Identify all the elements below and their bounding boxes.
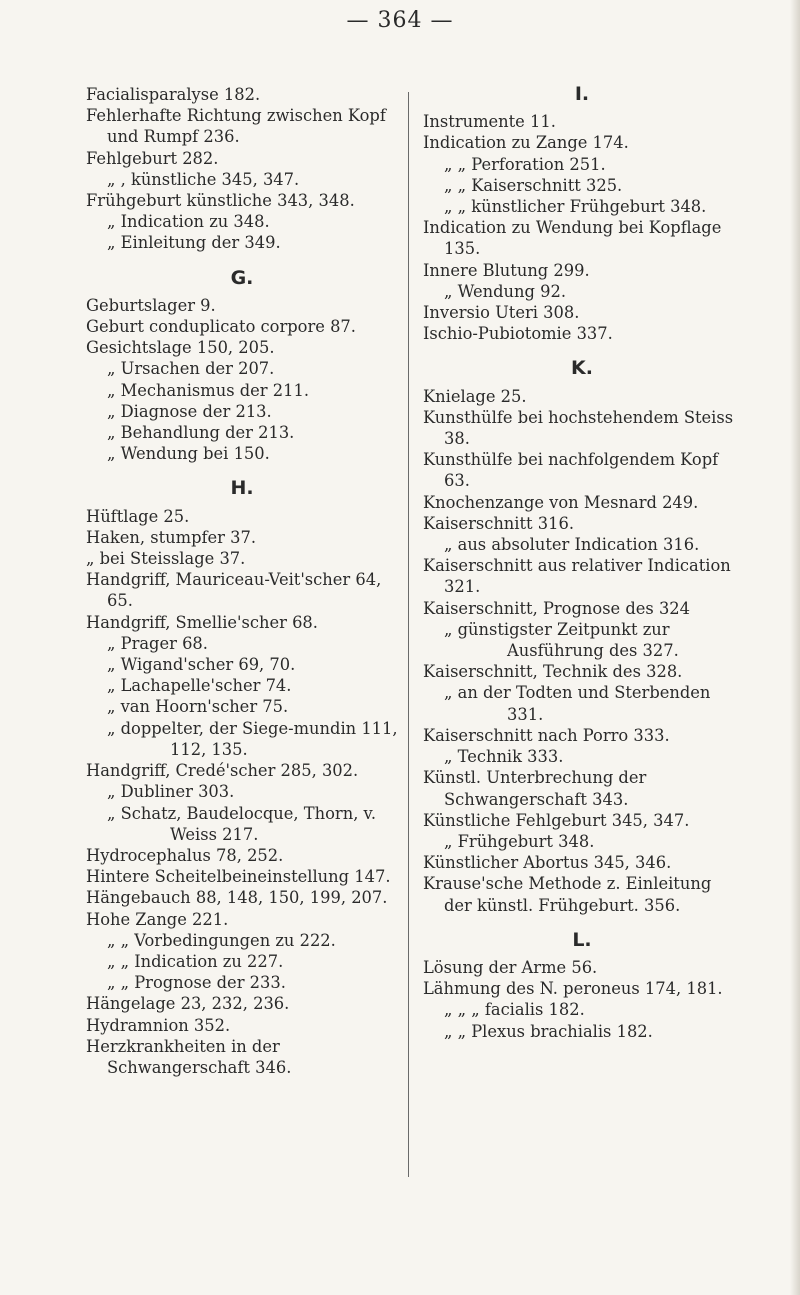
index-entry: Indication zu Zange 174. [423,133,629,153]
index-subentry: „ aus absoluter Indication 316. [444,535,700,555]
index-entry: Handgriff, Mauriceau-Veit'scher 64, 65. [86,570,382,611]
index-subentry: „ Einleitung der 349. [107,233,281,253]
index-entry: Künstl. Unterbrechung der Schwangerschaft 343. [423,768,647,809]
index-subentry: „ Lachapelle'scher 74. [107,676,292,696]
index-subentry: „ Ursachen der 207. [107,359,275,379]
index-subentry: „ van Hoorn'scher 75. [107,697,289,717]
index-subentry: „ Dubliner 303. [107,782,235,802]
index-entry: Knielage 25. [423,386,527,406]
index-entry: Künstlicher Abortus 345, 346. [423,853,672,873]
section-letter: H. [230,477,254,500]
index-subentry: „ Wendung 92. [444,281,567,301]
index-subentry: „ „ Plexus brachialis 182. [444,1021,653,1041]
index-entry: Hydramnion 352. [86,1015,231,1035]
index-entry: Künstliche Fehlgeburt 345, 347. [423,810,690,830]
index-subentry: „ „ Kaiserschnitt 325. [444,175,623,195]
index-entry: Knochenzange von Mesnard 249. [423,492,699,512]
section-letter: L. [572,928,592,951]
index-entry: Hängelage 23, 232, 236. [86,994,290,1014]
index-subentry: „ „ Indication zu 227. [107,951,284,971]
index-entry: Ischio-Pubiotomie 337. [423,324,613,344]
index-entry: Kaiserschnitt aus relativer Indication 321. [423,556,731,597]
column-divider [408,92,409,1177]
index-entry: Fehlgeburt 282. [86,148,219,168]
index-subentry: „ Technik 333. [444,747,564,767]
index-entry: Kaiserschnitt, Technik des 328. [423,662,683,682]
index-subentry: „ Schatz, Baudelocque, Thorn, v. Weiss 217. [107,803,376,844]
index-entry: Geburt conduplicato corpore 87. [86,317,356,337]
index-entry: Lösung der Arme 56. [423,957,598,977]
index-column-left [86,84,398,1078]
index-entry: Gesichtslage 150, 205. [86,338,275,358]
index-subentry: „ „ „ facialis 182. [444,1000,585,1020]
index-subentry: „ Behandlung der 213. [107,423,295,443]
index-entry: Innere Blutung 299. [423,260,590,280]
index-subentry: „ , künstliche 345, 347. [107,169,300,189]
index-entry: Herzkrankheiten in der Schwangerschaft 346. [86,1036,292,1077]
index-entry: Facialisparalyse 182. [86,85,261,104]
index-entry: Hydrocephalus 78, 252. [86,845,284,865]
index-entry: Instrumente 11. [423,112,556,132]
index-entry: Geburtslager 9. [86,295,216,315]
index-entry: Hintere Scheitelbeineinstellung 147. [86,867,391,887]
index-subentry: „ Indication zu 348. [107,212,270,232]
index-column-right [423,84,741,1042]
index-entry: Kunsthülfe bei hochstehendem Steiss 38. [423,407,734,449]
index-subentry: „ „ Vorbedingungen zu 222. [107,930,336,950]
index-entry: Kaiserschnitt 316. [423,513,575,533]
index-entry: Hängebauch 88, 148, 150, 199, 207. [86,888,388,908]
index-subentry: „ „ künstlicher Frühgeburt 348. [444,197,707,217]
index-entry: Krause'sche Methode z. Einleitung der künstl. Frühgeburt. 356. [423,874,712,915]
index-entry: Lähmung des N. peroneus 174, 181. [423,979,723,999]
index-subentry: „ „ Prognose der 233. [107,973,286,993]
index-entry: Handgriff, Credé'scher 285, 302. [86,761,359,781]
index-subentry: „ an der Todten und Sterbenden 331. [444,683,711,724]
index-subentry: „ „ Perforation 251. [444,154,606,174]
index-entry: Kaiserschnitt nach Porro 333. [423,725,670,745]
index-entry: Kaiserschnitt, Prognose des 324 [423,598,691,618]
index-entry: Indication zu Wendung bei Kopflage 135. [423,218,722,259]
index-subentry: „ günstigster Zeitpunkt zur Ausführung des 327. [444,619,679,661]
index-subentry: „ Wendung bei 150. [107,444,270,464]
index-entry: Kunsthülfe bei nachfolgendem Kopf 63. [423,450,719,491]
section-letter: I. [574,83,590,105]
index-entry: Inversio Uteri 308. [423,303,580,323]
index-entry: Fehlerhafte Richtung zwischen Kopf und Rumpf 236. [86,106,386,147]
page-edge-shadow [790,0,800,1295]
index-subentry: „ Prager 68. [107,633,208,653]
index-subentry: „ Frühgeburt 348. [444,831,595,851]
index-entry: Hüftlage 25. [86,506,190,526]
index-entry: Frühgeburt künstliche 343, 348. [86,191,355,211]
index-subentry: „ doppelter, der Siege-mundin 111, 112, 135. [107,718,398,759]
page-number: — 364 — [346,8,454,33]
index-entry: Hohe Zange 221. [86,909,229,929]
index-entry: „ bei Steisslage 37. [86,549,246,569]
index-subentry: „ Diagnose der 213. [107,401,272,421]
section-letter: K. [571,357,593,380]
index-entry: Handgriff, Smellie'scher 68. [86,612,318,632]
index-subentry: „ Wigand'scher 69, 70. [107,655,296,675]
index-subentry: „ Mechanismus der 211. [107,380,309,400]
index-entry: Haken, stumpfer 37. [86,527,256,547]
section-letter: G. [230,266,254,289]
